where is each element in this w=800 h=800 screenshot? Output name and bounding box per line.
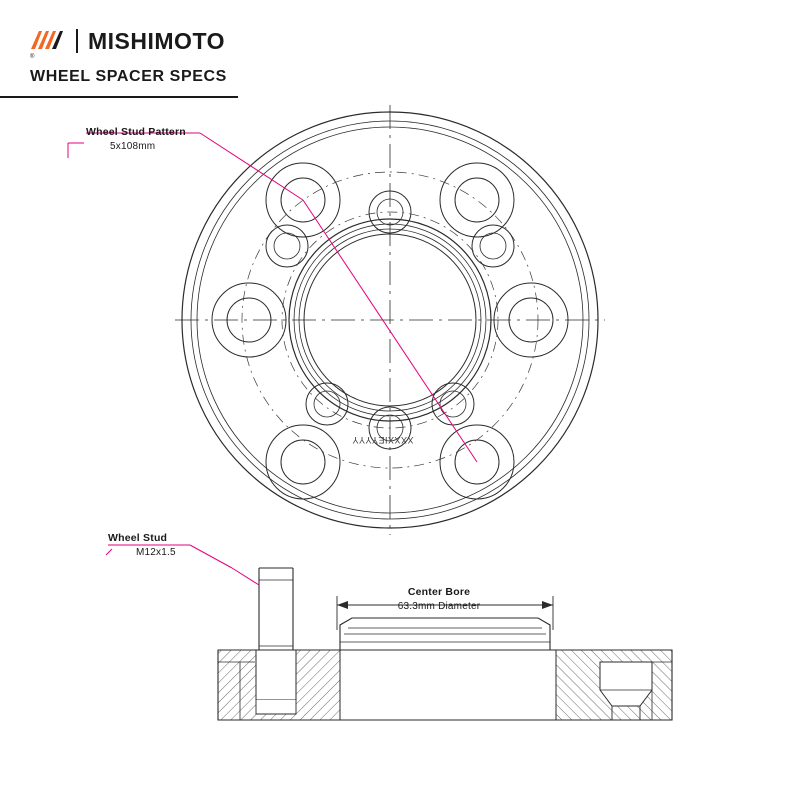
callout-wheel-stud xyxy=(108,532,176,558)
callout-value: M12x1.5 xyxy=(136,547,176,558)
callout-value: 63.3mm Diameter xyxy=(397,601,481,612)
callout-title: Wheel Stud Pattern xyxy=(86,126,186,138)
callout-title: Center Bore xyxy=(407,586,471,598)
brand-name: MISHIMOTO xyxy=(88,27,225,54)
registered-mark: ® xyxy=(30,54,35,60)
page-subtitle: WHEEL SPACER SPECS xyxy=(30,68,227,85)
callout-value: 5x108mm xyxy=(110,141,156,152)
part-engraving-text: XXXXIEYYYY xyxy=(352,435,414,445)
front-view-group xyxy=(175,105,605,535)
callout-title: Wheel Stud xyxy=(108,532,168,544)
callout-wheel-stud-pattern xyxy=(86,126,186,152)
callout-center-bore xyxy=(337,586,541,612)
